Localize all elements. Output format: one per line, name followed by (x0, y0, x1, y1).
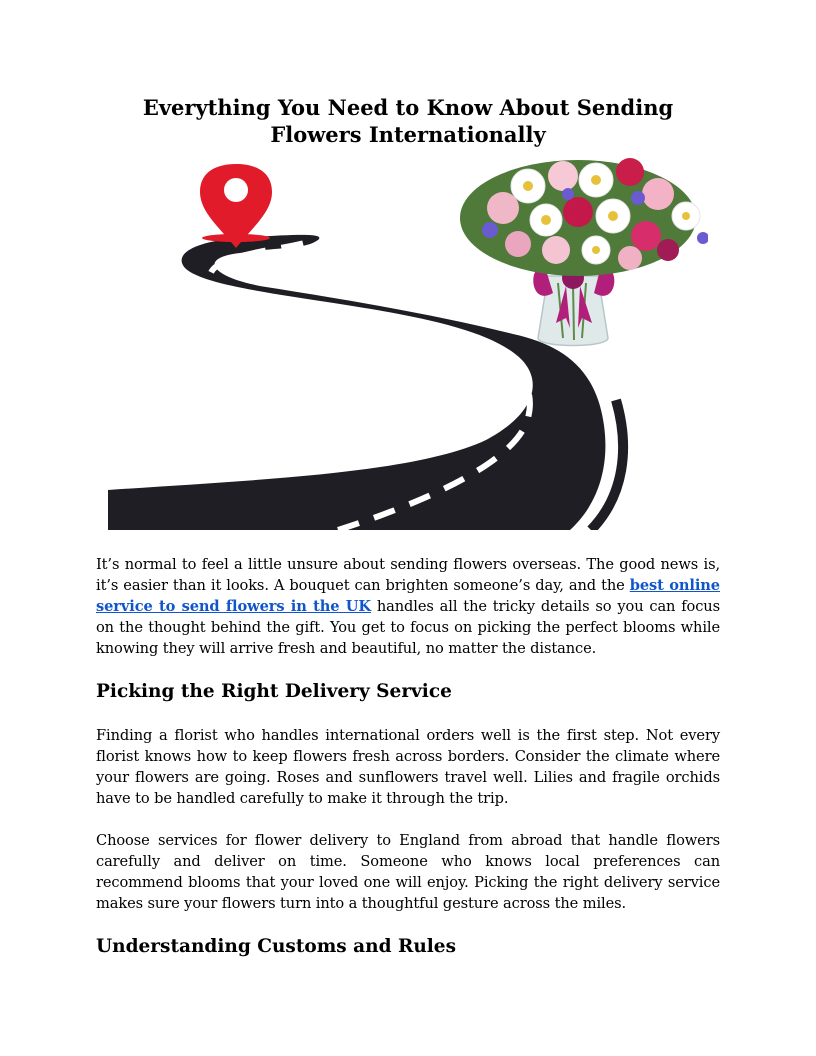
intro-text-after: handles all the tricky details so you can focus on the thought behind the gift. You get to focus on picking the perfect blooms while knowing they will arrive fresh and beautiful, no matter the distance. (96, 598, 720, 657)
intro-text-before: It’s normal to feel a little unsure about sending flowers overseas. The good news is, it’s easier than it looks. A bouquet can brighten someone’s day, and the (96, 556, 720, 594)
hero-illustration (108, 158, 708, 530)
flower-bouquet-illustration (460, 158, 708, 346)
intro-paragraph (96, 554, 720, 659)
page-title: Everything You Need to Know About Sending Flowers Internationally (142, 95, 674, 147)
section-heading-customs-rules: Understanding Customs and Rules (96, 936, 456, 957)
uk-flower-service-link[interactable]: best online service to send flowers in the UK (96, 577, 720, 615)
delivery-paragraph-2: Choose services for flower delivery to England from abroad that handle flowers carefully and deliver on time. Someone who knows local preferences can recommend blooms that your loved one will enjoy. Picking the right delivery service makes sure your flowers turn into a thoughtful gesture across the miles. (96, 832, 720, 912)
delivery-paragraph-1: Finding a florist who handles international orders well is the first step. Not every florist knows how to keep flowers fresh across borders. Consider the climate where your flowers are going. Roses and sunflowers travel well. Lilies and fragile orchids have to be handled carefully to make it through the trip. (96, 727, 720, 807)
section-heading-delivery-service: Picking the Right Delivery Service (96, 681, 452, 702)
